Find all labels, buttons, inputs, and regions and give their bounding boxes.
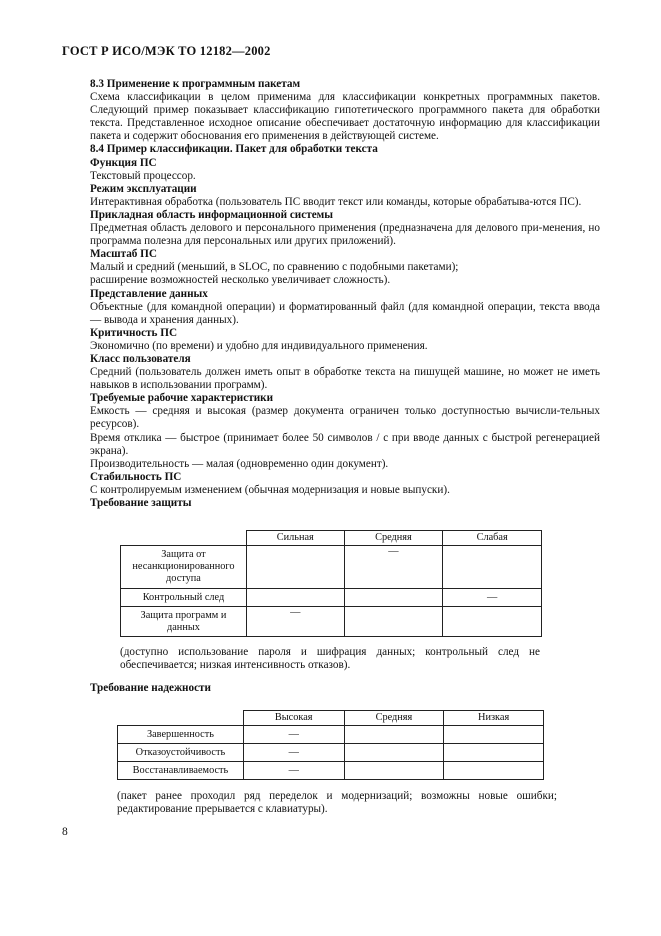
row-label: Отказоустойчивость	[118, 744, 244, 762]
table-cell	[344, 589, 443, 607]
item-performance-text-3: Производительность — малая (одновременно один документ).	[90, 457, 389, 470]
column-header: Сильная	[246, 531, 344, 546]
item-domain-text: Предметная область делового и персонального применения (предназначена для делового при-менения, но программа полезна для персональных или других приложений).	[90, 222, 600, 248]
row-label: Завершенность	[118, 726, 244, 744]
table-row	[118, 762, 544, 780]
item-function-text: Текстовый процессор.	[90, 169, 196, 182]
table-row	[121, 546, 542, 589]
security-table	[120, 530, 542, 637]
item-data-text: Объектные (для командной операции) и форматированный файл (для командной операции, текста ввода — вывода и хранения данных).	[90, 300, 600, 326]
table-cell	[444, 762, 544, 780]
column-header: Средняя	[344, 531, 443, 546]
table-cell: —	[344, 546, 443, 589]
table-cell	[444, 744, 544, 762]
document-body	[90, 78, 600, 510]
item-performance-text-2: Время отклика — быстрое (принимает более 50 символов / с при вводе данных с быстрой регенерацией экрана).	[90, 431, 600, 457]
item-user-class-text: Средний (пользователь должен иметь опыт в обработке текста на пишущей машине, но может не иметь навыков в использовании программ).	[90, 366, 600, 392]
reliability-note: (пакет ранее проходил ряд переделок и модернизаций; возможны новые ошибки; редактирование прерывается с клавиатуры).	[117, 790, 557, 816]
item-mode-title: Режим эксплуатации	[90, 182, 197, 195]
security-title: Требование защиты	[90, 497, 192, 509]
table-cell	[443, 546, 542, 589]
table-cell	[344, 762, 444, 780]
item-criticality-title: Критичность ПС	[90, 326, 178, 339]
table-cell	[443, 607, 542, 637]
reliability-header-row	[118, 711, 544, 726]
table-corner	[118, 711, 244, 726]
table-cell	[246, 546, 344, 589]
item-scale-text-2: расширение возможностей несколько увеличивает сложность).	[90, 274, 391, 287]
item-domain-title: Прикладная область информационной системы	[90, 208, 334, 221]
page-number: 8	[62, 826, 68, 838]
column-header: Слабая	[443, 531, 542, 546]
section-8-3-title: 8.3 Применение к программным пакетам	[90, 78, 301, 90]
row-label: Защита от несанкционированного доступа	[121, 546, 247, 589]
row-label: Восстанавливаемость	[118, 762, 244, 780]
row-label: Контрольный след	[121, 589, 247, 607]
reliability-title: Требование надежности	[90, 682, 211, 694]
security-header-row	[121, 531, 542, 546]
column-header: Высокая	[243, 711, 344, 726]
section-8-4-title: 8.4 Пример классификации. Пакет для обработки текста	[90, 143, 378, 156]
table-row	[121, 607, 542, 637]
item-performance-text: Емкость — средняя и высокая (размер документа ограничен только доступностью вычисли-тельных ресурсов).	[90, 405, 600, 431]
table-cell: —	[243, 726, 344, 744]
table-cell: —	[243, 744, 344, 762]
table-cell: —	[243, 762, 344, 780]
section-8-3-text: Схема классификации в целом применима для классификации конкретных программных пакетов. Следующий пример показывает классификацию гипотетического программного пакета для обработки текста. Представленное исходное описание обеспечивает достаточную информацию для классификации пакета и содержит обоснования его применения в действующей системе.	[90, 91, 600, 143]
table-row	[118, 726, 544, 744]
table-cell	[444, 726, 544, 744]
item-function-title: Функция ПС	[90, 156, 157, 169]
item-stability-title: Стабильность ПС	[90, 470, 182, 483]
table-cell: —	[443, 589, 542, 607]
item-criticality-text: Экономично (по времени) и удобно для индивидуального применения.	[90, 339, 428, 352]
table-cell	[344, 726, 444, 744]
item-data-title: Представление данных	[90, 287, 208, 300]
security-note: (доступно использование пароля и шифрация данных; контрольный след не обеспечивается; низкая интенсивность отказов).	[120, 646, 540, 672]
column-header: Низкая	[444, 711, 544, 726]
item-user-class-title: Класс пользователя	[90, 352, 191, 365]
item-stability-text: С контролируемым изменением (обычная модернизация и новые выпуски).	[90, 483, 450, 496]
document-header: ГОСТ Р ИСО/МЭК ТО 12182—2002	[62, 44, 271, 58]
item-performance-title: Требуемые рабочие характеристики	[90, 392, 274, 405]
column-header: Средняя	[344, 711, 444, 726]
item-mode-text: Интерактивная обработка (пользователь ПС вводит текст или команды, которые обрабатыва-ются ПС).	[90, 195, 582, 208]
table-cell: —	[246, 607, 344, 637]
table-corner	[121, 531, 247, 546]
item-scale-title: Масштаб ПС	[90, 248, 157, 261]
table-cell	[246, 589, 344, 607]
table-cell	[344, 607, 443, 637]
table-row	[121, 589, 542, 607]
table-cell	[344, 744, 444, 762]
reliability-table	[117, 710, 544, 780]
item-scale-text: Малый и средний (меньший, в SLOC, по сравнению с подобными пакетами);	[90, 261, 459, 274]
row-label: Защита программ и данных	[121, 607, 247, 637]
table-row	[118, 744, 544, 762]
